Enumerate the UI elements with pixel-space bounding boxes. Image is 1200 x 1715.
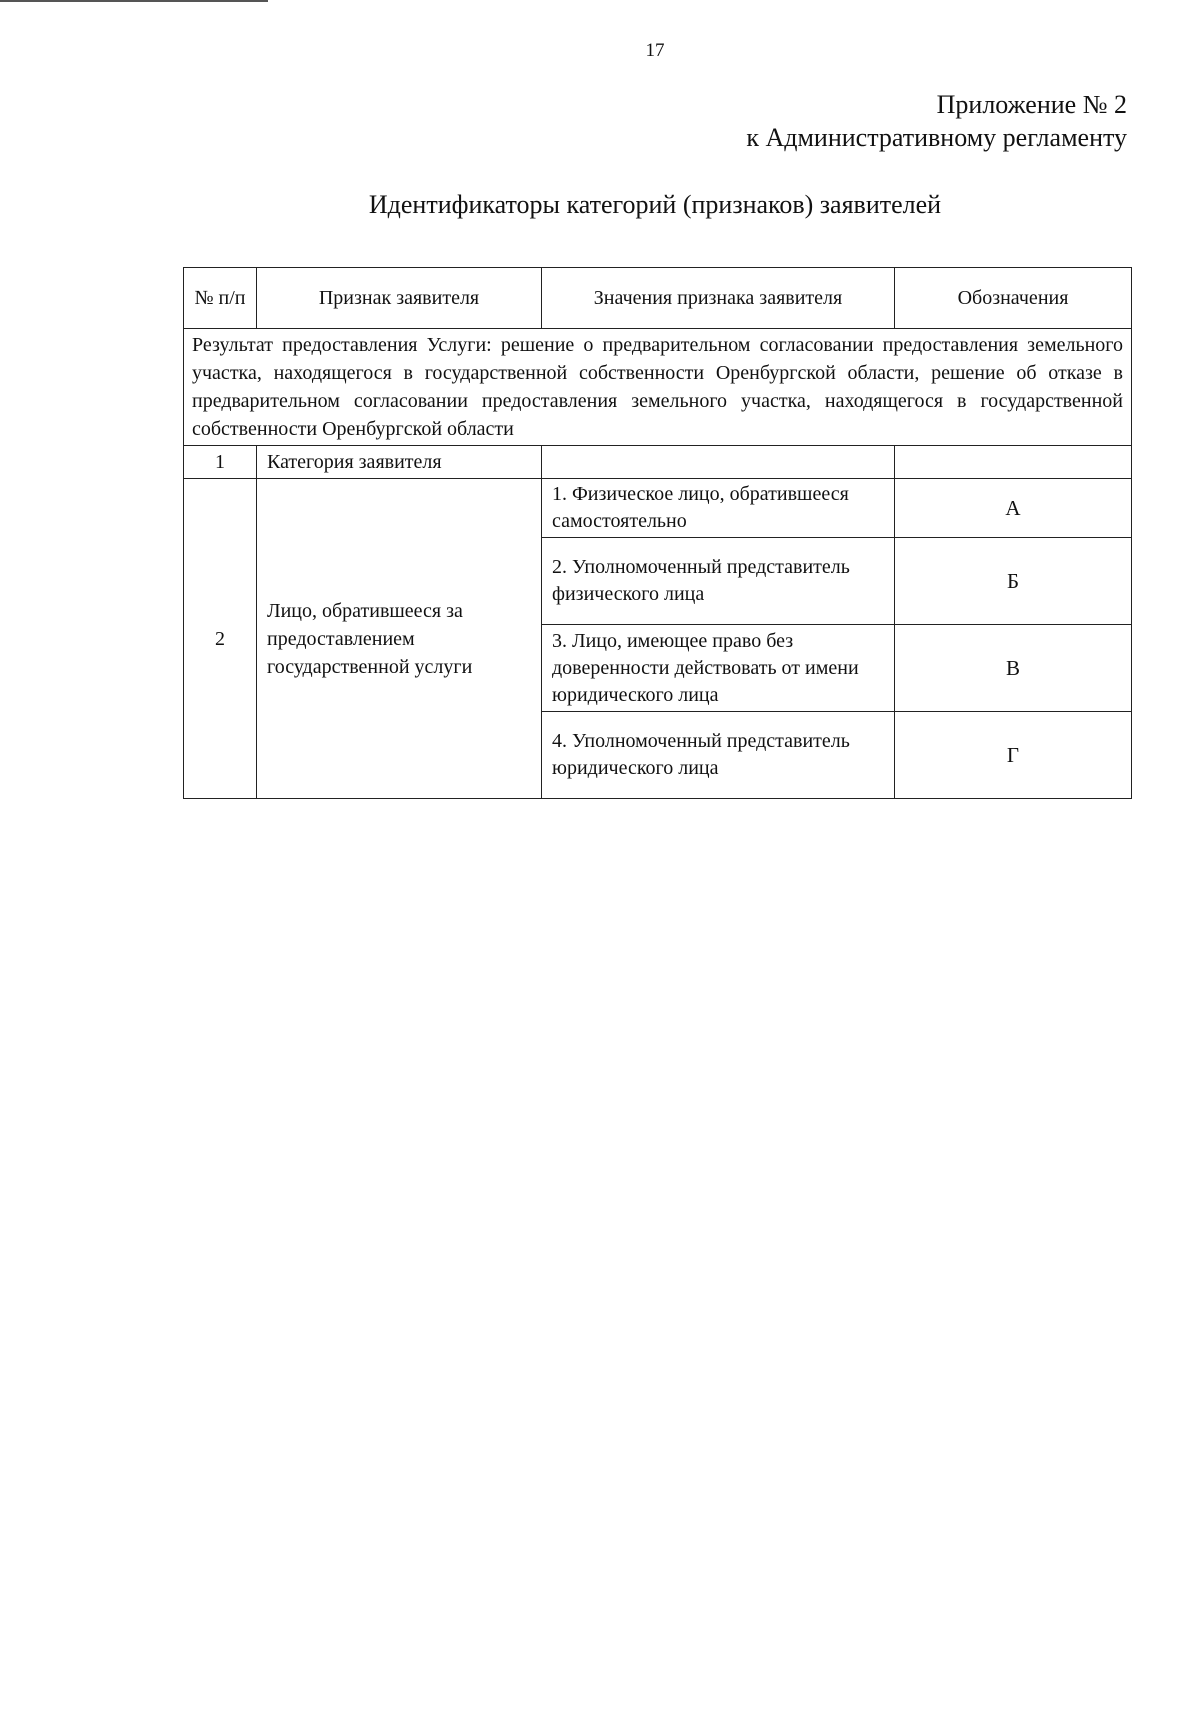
service-result-text: Результат предоставления Услуги: решение о предварительном согласовании предоставления земельного участка, находящегося в государственной собственности Оренбургской области, решение об отказе в предварительном согласовании предоставления земельного участка, находящегося в государственной собственности Оренбургской области	[184, 329, 1132, 446]
appendix-line-1: Приложение № 2	[936, 90, 1127, 119]
header-sign: Признак заявителя	[257, 268, 542, 329]
value-3: 3. Лицо, имеющее право без доверенности действовать от имени юридического лица	[542, 625, 895, 712]
row-1-sign: Категория заявителя	[257, 446, 542, 479]
header-values: Значения признака заявителя	[542, 268, 895, 329]
header-num: № п/п	[184, 268, 257, 329]
row-1-codes-empty	[895, 446, 1132, 479]
table-header-row	[184, 268, 1132, 329]
code-2: Б	[895, 538, 1132, 625]
row-1-values-empty	[542, 446, 895, 479]
value-1: 1. Физическое лицо, обратившееся самостоятельно	[542, 479, 895, 538]
scan-edge-line	[0, 0, 268, 2]
appendix-reference	[746, 88, 1127, 154]
row-2-sign: Лицо, обратившееся за предоставлением государственной услуги	[257, 479, 542, 799]
page-number: 17	[645, 40, 665, 61]
table-row	[184, 479, 1132, 538]
value-2: 2. Уполномоченный представитель физического лица	[542, 538, 895, 625]
row-1-num: 1	[184, 446, 257, 479]
header-codes: Обозначения	[895, 268, 1132, 329]
code-1: А	[895, 479, 1132, 538]
applicant-categories-table	[183, 267, 1132, 799]
result-row	[184, 329, 1132, 446]
document-title: Идентификаторы категорий (признаков) заявителей	[368, 190, 942, 219]
code-3: В	[895, 625, 1132, 712]
appendix-line-2: к Административному регламенту	[746, 123, 1127, 152]
code-4: Г	[895, 712, 1132, 799]
value-4: 4. Уполномоченный представитель юридического лица	[542, 712, 895, 799]
row-2-num: 2	[184, 479, 257, 799]
table-row	[184, 446, 1132, 479]
